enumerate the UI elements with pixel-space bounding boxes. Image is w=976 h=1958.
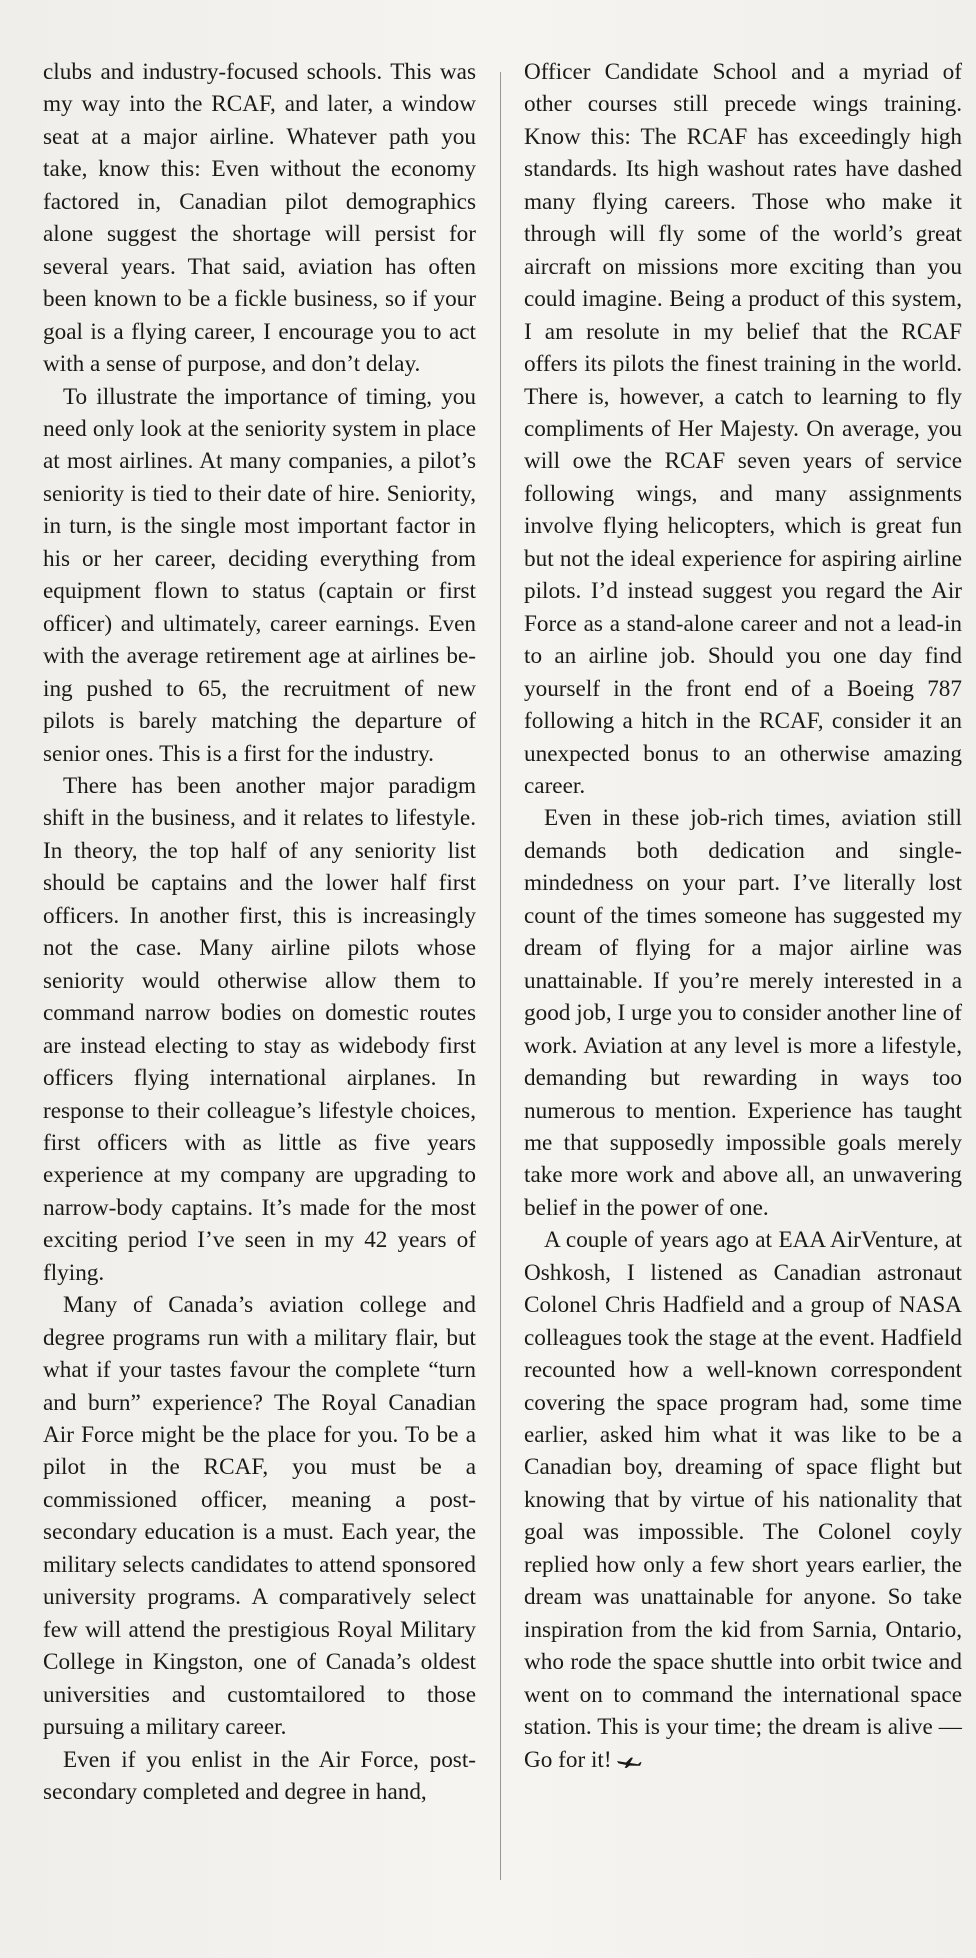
airplane-end-mark-icon: [616, 1755, 642, 1769]
left-column: [43, 56, 476, 1808]
right-column: [524, 56, 962, 1776]
left-paragraph-4: Many of Canada’s aviation college and degree programs run with a military flair, but what if your tastes favour the complete “turn and burn” experience? The Royal Canadian Air Force might be the place for you. To be a pilot in the RCAF, you must be a commissioned officer, meaning a postsecondary education is a must. Each year, the military selects candidates to attend sponsored university programs. A comparatively select few will attend the prestigious Royal Military College in Kingston, one of Canada’s oldest universities and customtailored to those pursuing a military career.: [43, 1292, 476, 1741]
right-paragraph-3: A couple of years ago at EAA AirVenture, at Oshkosh, I listened as Canadian astronaut Colonel Chris Hadfield and a group of NASA colleagues took the stage at the event. Hadfield recounted how a well-known correspondent covering the space program had, some time earlier, asked him what it was like to be a Canadian boy, dreaming of space flight but knowing that by virtue of his nationality that goal was impossible. The Colonel coyly replied how only a few short years earlier, the dream was unattainable for anyone. So take inspiration from the kid from Sarnia, Ontario, who rode the space shuttle into orbit twice and went on to command the international space station. This is your time; the dream is alive — Go for it!: [524, 1227, 962, 1773]
left-paragraph-1: clubs and industry-focused schools. This was my way into the RCAF, and later, a window seat at a major airline. Whatever path you take, know this: Even without the economy factored in, Canadian pilot demographics alone suggest the shortage will persist for several years. That said, aviation has often been known to be a fickle business, so if your goal is a flying career, I encourage you to act with a sense of purpose, and don’t delay.: [43, 59, 476, 378]
column-divider: [500, 72, 501, 1880]
right-paragraph-2: Even in these job-rich times, aviation still demands both dedication and singlemindedness on your part. I’ve literally lost count of the times someone has suggested my dream of flying for a major airline was unattainable. If you’re merely interested in a good job, I urge you to consider another line of work. Aviation at any level is more a lifestyle, demanding but rewarding in ways too numerous to mention. Experience has taught me that supposedly impossible goals merely take more work and above all, an unwavering belief in the power of one.: [524, 805, 962, 1221]
left-paragraph-3: There has been another major paradigm shift in the business, and it relates to lifestyle. In theory, the top half of any seniority list should be captains and the lower half first officers. In another first, this is increasingly not the case. Many airline pilots whose seniority would otherwise allow them to command narrow bodies on domestic routes are instead electing to stay as widebody first officers flying international airplanes. In response to their colleague’s lifestyle choices, first officers with as little as five years experience at my company are upgrading to narrow-body captains. It’s made for the most exciting period I’ve seen in my 42 years of flying.: [43, 772, 476, 1286]
right-paragraph-1: Officer Candidate School and a myriad of other courses still precede wings training. Know this: The RCAF has exceedingly high standards. Its high washout rates have dashed many flying careers. Those who make it through will fly some of the world’s great aircraft on missions more exciting than you could imagine. Being a product of this system, I am resolute in my belief that the RCAF offers its pilots the finest training in the world. There is, however, a catch to learning to fly compliments of Her Majesty. On average, you will owe the RCAF seven years of service following wings, and many assignments involve flying helicopters, which is great fun but not the ideal experience for aspiring airline pilots. I’d instead suggest you regard the Air Force as a stand-alone career and not a lead-in to an airline job. Should you one day find yourself in the front end of a Boeing 787 following a hitch in the RCAF, consider it an unexpected bonus to an otherwise amazing career.: [524, 59, 962, 799]
left-paragraph-5: Even if you enlist in the Air Force, postsecondary completed and degree in hand,: [43, 1746, 476, 1806]
left-paragraph-2: To illustrate the importance of timing, you need only look at the seniority system in place at most airlines. At many companies, a pilot’s seniority is tied to their date of hire. Seniority, in turn, is the single most important factor in his or her career, deciding everything from equipment flown to status (captain or first officer) and ultimately, career earnings. Even with the average retirement age at airlines being pushed to 65, the recruitment of new pilots is barely matching the departure of senior ones. This is a first for the industry.: [43, 383, 476, 767]
right-paragraph-3-wrap: [524, 1224, 962, 1776]
